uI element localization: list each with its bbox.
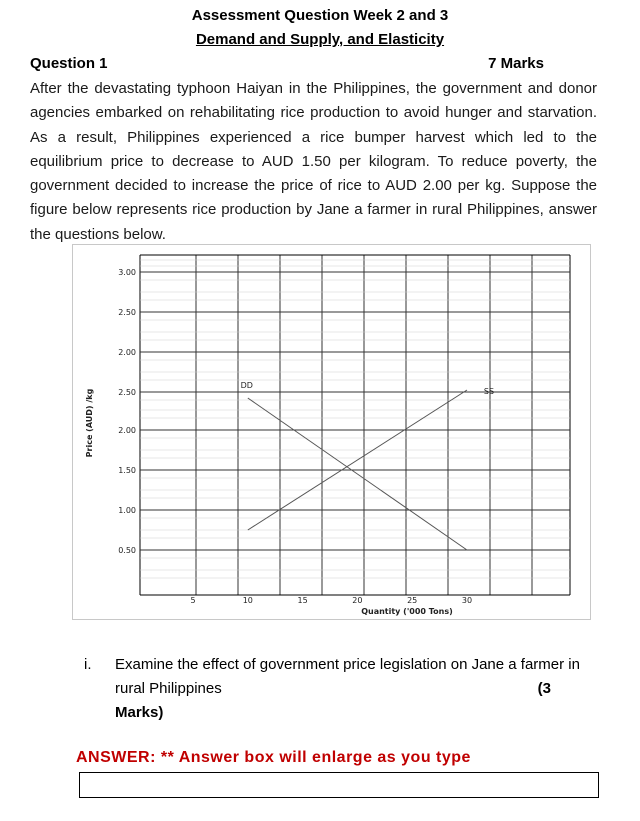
subquestion-marks-close: Marks) [115, 704, 164, 721]
x-tick-label: 15 [297, 596, 308, 605]
chart-grid [140, 255, 570, 595]
curve-ss [248, 390, 467, 530]
y-tick-label: 2.00 [118, 348, 136, 357]
answer-input-box[interactable] [79, 772, 599, 798]
curve-label-ss: SS [483, 387, 495, 396]
question-marks: 7 Marks [488, 55, 544, 72]
x-tick-label: 20 [352, 596, 363, 605]
y-tick-label: 0.50 [118, 546, 136, 555]
x-tick-label: 10 [242, 596, 253, 605]
x-axis-label: Quantity ('000 Tons) [361, 607, 453, 616]
chart-lines [241, 381, 494, 550]
y-tick-label: 1.00 [118, 506, 136, 515]
question-header [30, 55, 544, 72]
subquestion-text: Examine the effect of government price legislation on Jane a farmer in rural Philippines [115, 656, 580, 697]
y-tick-label: 2.00 [118, 426, 136, 435]
question-label: Question 1 [30, 55, 108, 72]
y-tick-label: 3.00 [118, 268, 136, 277]
page-subtitle [0, 31, 640, 48]
page-title: Assessment Question Week 2 and 3 [191, 7, 449, 24]
question-body: After the devastating typhoon Haiyan in the Philippines, the government and donor agencies embarked on rehabilitating rice production to avoid hunger and starvation. As a result, Philippines experienced a rice bumper harvest which led to the equilibrium price to decrease to AUD 1.50 per kilogram. To reduce poverty, the government decided to increase the price of rice to AUD 2.00 per kg. Suppose the figure below represents rice production by Jane a farmer in rural Philippines, answer the questions below. [30, 80, 597, 243]
y-tick-labels [118, 268, 136, 555]
x-tick-label: 5 [190, 596, 196, 605]
x-tick-label: 30 [461, 596, 473, 605]
y-tick-label: 2.50 [118, 388, 136, 397]
curve-label-dd: DD [240, 381, 253, 390]
subtitle-text: Demand and Supply, and Elasticity [195, 31, 445, 48]
y-tick-label: 2.50 [118, 308, 136, 317]
x-tick-labels [190, 596, 472, 605]
curve-dd [248, 398, 467, 550]
subquestion-text-block [115, 653, 599, 725]
subquestion-number: i. [84, 656, 92, 673]
y-axis-label: Price (AUD) /kg [85, 388, 94, 458]
x-tick-label: 25 [407, 596, 418, 605]
chart-svg [73, 245, 590, 619]
answer-label: ANSWER: ** Answer box will enlarge as you type [76, 749, 471, 766]
y-tick-label: 1.50 [118, 466, 136, 475]
subquestion-marks: (3 [537, 680, 551, 697]
supply-demand-chart [72, 244, 591, 620]
